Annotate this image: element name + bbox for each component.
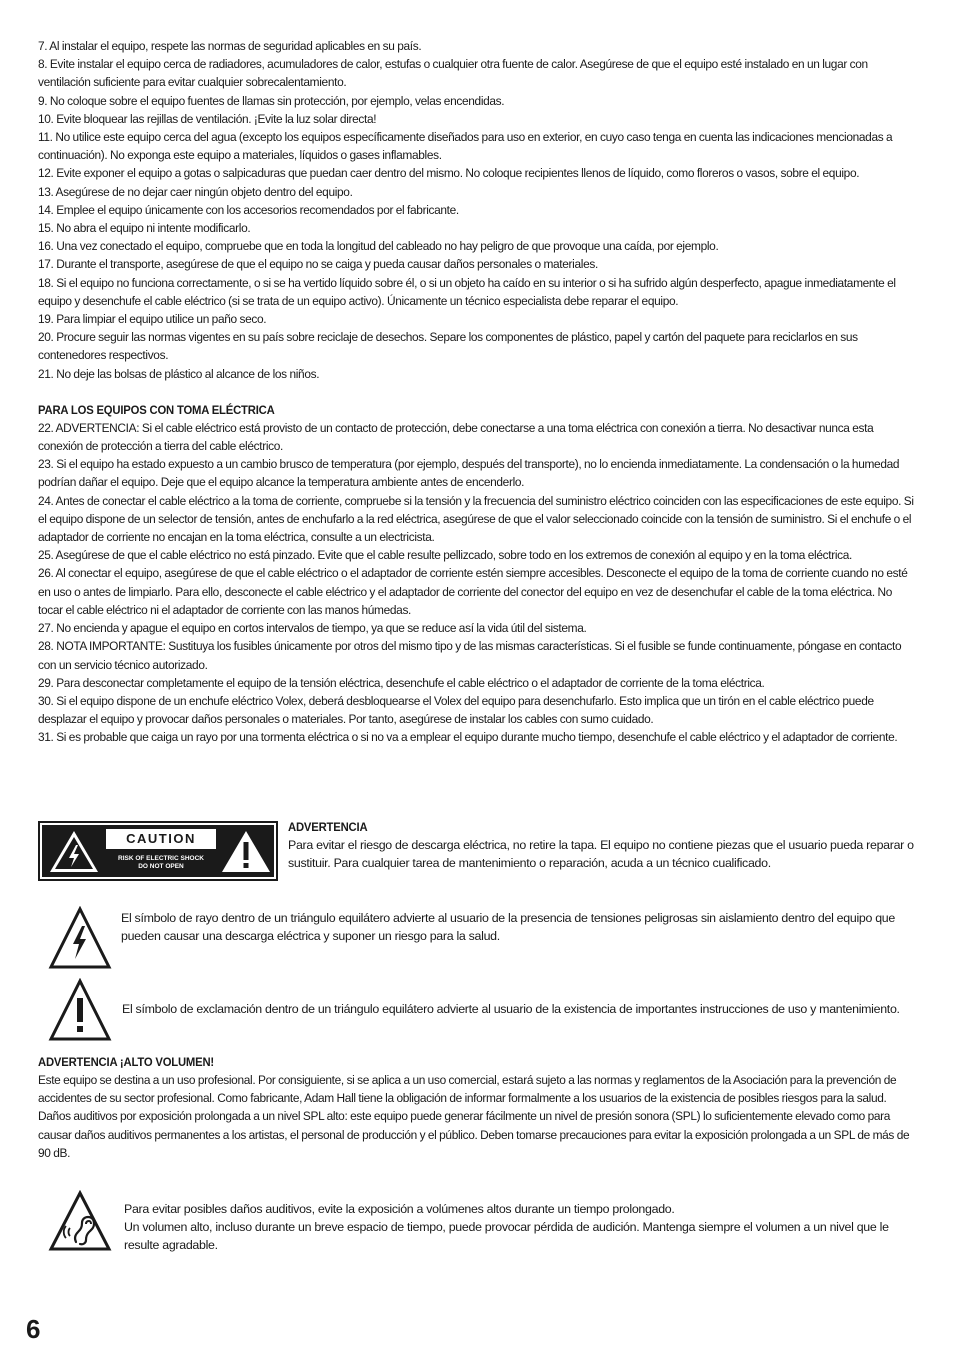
caution-title: CAUTION (106, 829, 216, 849)
list-item: 21. No deje las bolsas de plástico al alcance de los niños. (38, 366, 320, 381)
list-item: 11. No utilice este equipo cerca del agua (excepto los equipos específicamente diseñados para uso en exterior, en cuyo caso tenga en cuenta las indicaciones mencionadas a continuación). No exponga este equipo a materiales, líquidos o gases inflamables. (38, 130, 893, 163)
list-item: 16. Una vez conectado el equipo, compruebe que en toda la longitud del cableado no hay peligro de que provoque una caída, por ejemplo. (38, 239, 719, 254)
list-item: 15. No abra el equipo ni intente modificarlo. (38, 221, 251, 236)
list-item: 31. Si es probable que caiga un rayo por una tormenta eléctrica o si no va a emplear el equipo durante mucho tiempo, desenchufe el cable eléctrico y el adaptador de corriente. (38, 730, 898, 745)
list-item: 13. Asegúrese de no dejar caer ningún objeto dentro del equipo. (38, 184, 353, 199)
exclamation-symbol-text: El símbolo de exclamación dentro de un triángulo equilátero advierte al usuario de la existencia de importantes instrucciones de uso y mantenimiento. (122, 1002, 900, 1016)
volume-warning-block (38, 1053, 918, 1162)
list-item: 30. Si el equipo dispone de un enchufe eléctrico Volex, deberá desbloquearse el Volex del equipo para desenchufarlo. Esto implica que un tirón en el cable eléctrico puede desplazar el equipo y provocar daños personales o materiales. Por tanto, asegúrese de instalar los cables con sumo cuidado. (38, 693, 874, 727)
caution-label (38, 821, 278, 881)
list-item: 14. Emplee el equipo únicamente con los accesorios recomendados por el fabricante. (38, 202, 459, 217)
instructions-body (38, 37, 916, 747)
list-item: 12. Evite exponer el equipo a gotas o salpicaduras que puedan caer dentro del mismo. No coloque recipientes llenos de líquido, como floreros o vasos, sobre el equipo. (38, 166, 860, 181)
list-item: 28. NOTA IMPORTANTE: Sustituya los fusibles únicamente por otros del mismo tipo y de las mismas características. Si el fusible se funde continuamente, póngase en contacto con un servicio técnico autorizado. (38, 639, 902, 672)
hearing-line-2: Un volumen alto, incluso durante un breve espacio de tiempo, puede provocar pérdida de audición. Mantenga siempre el volumen a un nivel que le resulte agradable. (124, 1220, 889, 1253)
lightning-symbol-text: El símbolo de rayo dentro de un triángulo equilátero advierte al usuario de la presencia de tensiones peligrosas sin aislamiento dentro del equipo que pueden causar una descarga eléctrica y suponer un riesgo para la salud. (121, 911, 895, 944)
exclamation-warning-icon (220, 829, 272, 874)
list-item: 17. Durante el transporte, asegúrese de que el equipo no se caiga y pueda causar daños personales o materiales. (38, 257, 598, 272)
hearing-protection-icon (48, 1190, 112, 1252)
warning-block (288, 818, 918, 872)
list-item: 26. Al conectar el equipo, asegúrese de que el cable eléctrico o el adaptador de corriente estén siempre accesibles. Desconecte el equipo de la toma de corriente cuando no esté en uso o antes de limpiarlo. Para ello, desconecte el cable eléctrico y el adaptador de corriente del conector del equipo en vez de desenchufar el cable de la toma eléctrica. No tocar el cable eléctrico ni el adaptador de corriente con las manos húmedas. (38, 566, 908, 617)
list-item: 8. Evite instalar el equipo cerca de radiadores, acumuladores de calor, estufas o cualquier otra fuente de calor. Asegúrese de que el equipo esté instalado en un lugar con ventilación suficiente para evitar cualquier sobrecalentamiento. (38, 57, 868, 90)
volume-heading: ADVERTENCIA ¡ALTO VOLUMEN! (38, 1055, 215, 1069)
caution-subtitle-line: RISK OF ELECTRIC SHOCK (118, 855, 204, 862)
warning-text: Para evitar el riesgo de descarga eléctrica, no retire la tapa. El equipo no contiene piezas que el usuario pueda reparar o sustituir. Para cualquier tarea de mantenimiento o reparación, acuda a un técnico cualificado. (288, 838, 914, 871)
list-items-b (38, 419, 916, 747)
list-item: 19. Para limpiar el equipo utilice un paño seco. (38, 312, 267, 327)
list-items-a (38, 37, 916, 383)
caution-subtitle-line: DO NOT OPEN (138, 863, 184, 870)
lightning-warning-icon (48, 829, 100, 874)
lightning-triangle-icon (48, 906, 112, 970)
list-item: 7. Al instalar el equipo, respete las normas de seguridad aplicables en su país. (38, 39, 422, 53)
volume-para-1: Este equipo se destina a un uso profesional. Por consiguiente, si se aplica a un uso comercial, estará sujeto a las normas y reglamentos de la Asociación para la prevención de accidentes de su sector profesional. Como fabricante, Adam Hall tiene la obligación de informar formalmente a los usuarios de la existencia de posibles riesgos para la salud. (38, 1073, 897, 1106)
exclamation-triangle-icon (48, 978, 112, 1042)
list-item: 23. Si el equipo ha estado expuesto a un cambio brusco de temperatura (por ejemplo, después del transporte), no lo encienda inmediatamente. La condensación o la humedad podrían dañar el equipo. Deje que el equipo alcance la temperatura ambiente antes de encenderlo. (38, 457, 900, 490)
caution-subtitle (106, 855, 216, 871)
page-number: 6 (26, 1314, 41, 1344)
list-item: 22. ADVERTENCIA: Si el cable eléctrico está provisto de un contacto de protección, debe conectarse a una toma eléctrica con conexión a tierra. No desactivar nunca esta conexión de protección a tierra del cable eléctrico. (38, 420, 874, 454)
list-item: 25. Asegúrese de que el cable eléctrico no está pinzado. Evite que el cable resulte pellizcado, sobre todo en los extremos de conexión al equipo y en la toma eléctrica. (38, 548, 853, 563)
list-item: 9. No coloque sobre el equipo fuentes de llamas sin protección, por ejemplo, velas encendidas. (38, 93, 505, 108)
hearing-text-block (124, 1200, 918, 1255)
list-item: 24. Antes de conectar el cable eléctrico a la toma de corriente, compruebe si la tensión y la frecuencia del suministro eléctrico coinciden con las especificaciones de este equipo. Si el equipo dispone de un selector de tensión, antes de enchufarlo a la red eléctrica, asegúrese de que el valor seleccionado coincide con la tensión de suministro. Si el enchufe o el adaptador de corriente no encajan en la toma eléctrica, consulte a un electricista. (38, 493, 914, 545)
list-item: 18. Si el equipo no funciona correctamente, o si se ha vertido líquido sobre él, o si un objeto ha caído en su interior o si ha sufrido algún desperfecto, apague inmediatamente el equipo y desenchufe el cable eléctrico (si se trata de un equipo activo). Únicamente un técnico especialista debe reparar el equipo. (38, 275, 896, 308)
hearing-line-1: Para evitar posibles daños auditivos, evite la exposición a volúmenes altos durante un tiempo prolongado. (124, 1202, 675, 1216)
list-item: 27. No encienda y apague el equipo en cortos intervalos de tiempo, ya que se reduce así la vida útil del sistema. (38, 621, 587, 636)
warning-heading: ADVERTENCIA (288, 820, 368, 834)
list-item: 29. Para desconectar completamente el equipo de la tensión eléctrica, desenchufe el cable eléctrico o el adaptador de corriente de la toma eléctrica. (38, 675, 765, 690)
section-heading-electrical: PARA LOS EQUIPOS CON TOMA ELÉCTRICA (38, 402, 275, 417)
list-item: 20. Procure seguir las normas vigentes en su país sobre reciclaje de desechos. Separe los componentes de plástico, papel y cartón del paquete para reciclarlos en sus contenedores respectivos. (38, 330, 858, 363)
volume-para-2: Daños auditivos por exposición prolongada a un nivel SPL alto: este equipo puede generar fácilmente un nivel de presión sonora (SPL) lo suficientemente elevado como para causar daños auditivos permanentes a los artistas, el personal de producción y el público. Deben tomarse precauciones para evitar la exposición prolongada a un SPL de más de 90 dB. (38, 1109, 910, 1160)
list-item: 10. Evite bloquear las rejillas de ventilación. ¡Evite la luz solar directa! (38, 111, 377, 126)
